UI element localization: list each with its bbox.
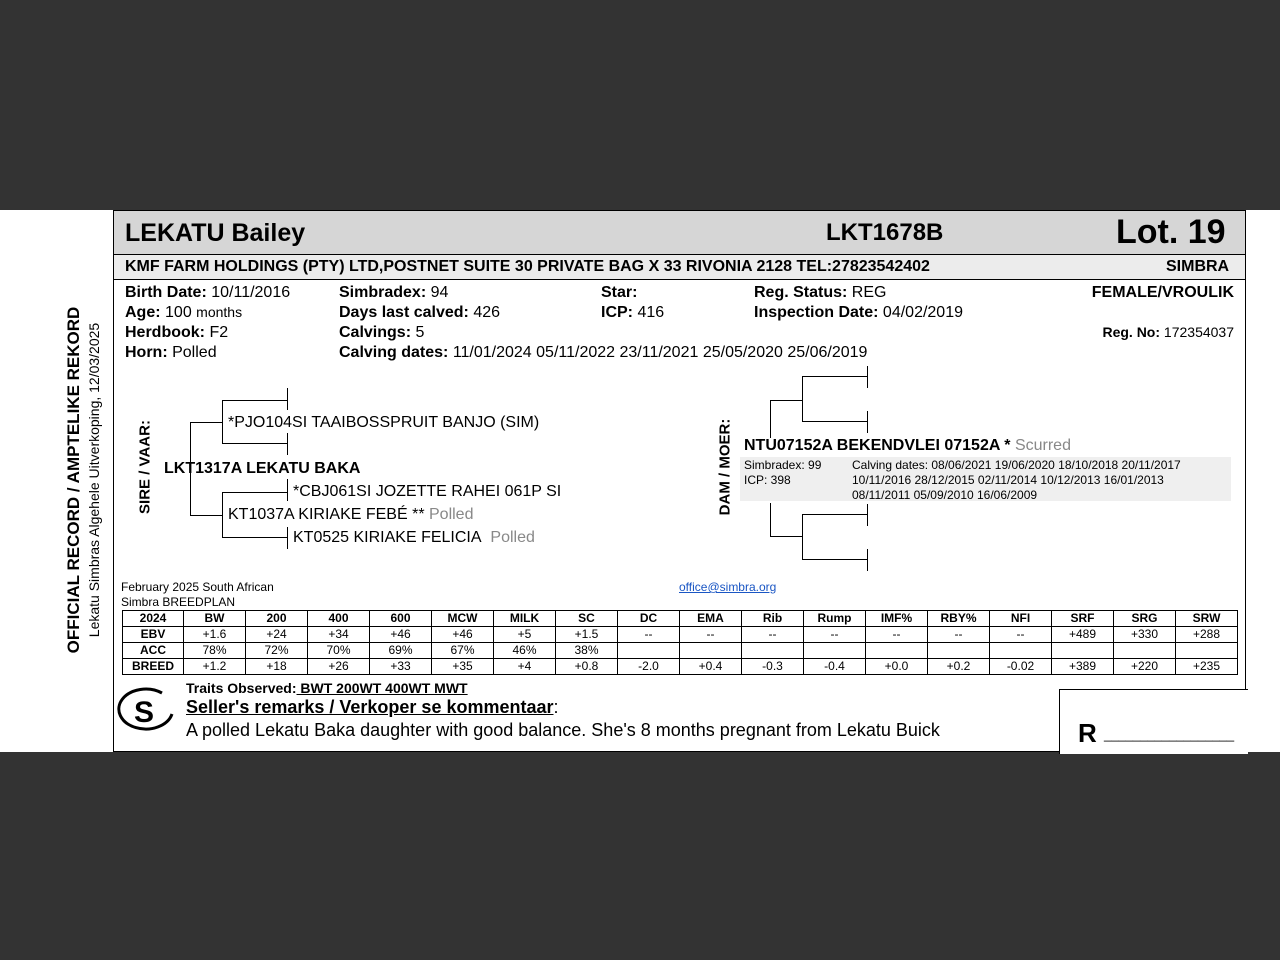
- ebv-header-cell: DC: [618, 611, 680, 627]
- ebv-cell: +26: [308, 659, 370, 675]
- ebv-cell: [1176, 643, 1238, 659]
- ebv-cell: --: [742, 627, 804, 643]
- ebv-cell: [1114, 643, 1176, 659]
- ebv-cell: +34: [308, 627, 370, 643]
- dam-label: DAM / MOER:: [716, 418, 734, 516]
- ebv-header-cell: IMF%: [866, 611, 928, 627]
- ebv-cell: 38%: [556, 643, 618, 659]
- ebv-cell: +235: [1176, 659, 1238, 675]
- sire-dam: KT1037A KIRIAKE FEBÉ ** Polled: [228, 506, 474, 523]
- ebv-cell: +18: [246, 659, 308, 675]
- lot-number: Lot. 19: [1116, 213, 1226, 251]
- horn: Horn: Polled: [125, 344, 217, 361]
- ebv-cell: +4: [494, 659, 556, 675]
- ebv-row-label: EBV: [123, 627, 184, 643]
- simbra-logo: [114, 684, 178, 736]
- ebv-cell: [928, 643, 990, 659]
- ebv-header-row: [123, 611, 1238, 627]
- ebv-header-cell: SRG: [1114, 611, 1176, 627]
- breed-label: SIMBRA: [1166, 258, 1230, 275]
- age: Age: 100 months: [125, 304, 243, 321]
- ebv-cell: --: [680, 627, 742, 643]
- ebv-cell: +5: [494, 627, 556, 643]
- ebv-cell: +1.2: [184, 659, 246, 675]
- calvings: Calvings: 5: [339, 324, 425, 341]
- ebv-cell: 67%: [432, 643, 494, 659]
- ebv-cell: 46%: [494, 643, 556, 659]
- ebv-row-ebv: [123, 627, 1238, 643]
- ebv-cell: [680, 643, 742, 659]
- ebv-header-cell: 400: [308, 611, 370, 627]
- ebv-cell: +0.8: [556, 659, 618, 675]
- ebv-row-breed: [123, 659, 1238, 675]
- simbradex: Simbradex: 94: [339, 284, 449, 301]
- ebv-header-cell: NFI: [990, 611, 1052, 627]
- icp: ICP: 416: [601, 304, 665, 321]
- ebv-cell: --: [928, 627, 990, 643]
- ebv-cell: [866, 643, 928, 659]
- ebv-header-cell: 600: [370, 611, 432, 627]
- ebv-cell: --: [618, 627, 680, 643]
- simbra-logo-letter: S: [133, 696, 155, 729]
- ebv-header-cell: Rib: [742, 611, 804, 627]
- dam-info-box: [740, 457, 1231, 501]
- official-record-label: OFFICIAL RECORD / AMPTELIKE REKORD: [64, 306, 83, 654]
- remarks-text: A polled Lekatu Baka daughter with good balance. She's 8 months pregnant from Lekatu Buick: [186, 720, 940, 740]
- reg-status: Reg. Status: REG: [754, 284, 887, 301]
- dam-calving-dates-3: 08/11/2011 05/09/2010 16/06/2009: [852, 488, 1038, 502]
- ebv-cell: --: [804, 627, 866, 643]
- ebv-cell: -0.3: [742, 659, 804, 675]
- dam-calving-dates-2: 10/11/2016 28/12/2015 02/11/2014 10/12/2013 16/01/2013: [852, 473, 1164, 487]
- sire-dam-sire: *CBJ061SI JOZETTE RAHEI 061P SI: [293, 483, 562, 500]
- ebv-cell: 70%: [308, 643, 370, 659]
- ebv-cell: --: [990, 627, 1052, 643]
- ebv-header-cell: MILK: [494, 611, 556, 627]
- ebv-cell: [1052, 643, 1114, 659]
- ebv-header-cell: SC: [556, 611, 618, 627]
- auction-label: Lekatu Simbras Algehele Uitverkoping, 12/03/2025: [86, 322, 102, 638]
- ebv-row-acc: [123, 643, 1238, 659]
- ebv-cell: +0.2: [928, 659, 990, 675]
- ebv-header-cell: BW: [184, 611, 246, 627]
- ebv-cell: [742, 643, 804, 659]
- ebv-header-cell: 2024: [123, 611, 184, 627]
- traits-observed: Traits Observed: BWT 200WT 400WT MWT: [186, 680, 468, 696]
- birth-date: Birth Date: 10/11/2016: [125, 284, 291, 301]
- ebv-cell: +46: [432, 627, 494, 643]
- ebv-cell: 72%: [246, 643, 308, 659]
- ebv-cell: --: [866, 627, 928, 643]
- price-box: [1059, 689, 1248, 754]
- animal-id: LKT1678B: [826, 219, 944, 246]
- sire-dam-dam: KT0525 KIRIAKE FELICIA Polled: [293, 529, 535, 546]
- ebv-header-cell: EMA: [680, 611, 742, 627]
- ebv-cell: -0.02: [990, 659, 1052, 675]
- remarks-title: Seller's remarks / Verkoper se kommentaar:: [186, 697, 559, 717]
- ebv-cell: +330: [1114, 627, 1176, 643]
- ebv-cell: 69%: [370, 643, 432, 659]
- ebv-header-cell: SRF: [1052, 611, 1114, 627]
- sire-sire: *PJO104SI TAAIBOSSPRUIT BANJO (SIM): [228, 414, 540, 431]
- title-bar: [114, 211, 1245, 255]
- price-line[interactable]: __________________: [1104, 727, 1235, 742]
- ebv-cell: 78%: [184, 643, 246, 659]
- animal-name: LEKATU Bailey: [125, 219, 306, 247]
- breedplan-source-2: Simbra BREEDPLAN: [121, 595, 236, 609]
- dam-simbradex: Simbradex: 99: [744, 458, 822, 472]
- ebv-cell: -0.4: [804, 659, 866, 675]
- dam-calving-dates-1: Calving dates: 08/06/2021 19/06/2020 18/10/2018 20/11/2017: [852, 458, 1181, 472]
- ebv-cell: +0.4: [680, 659, 742, 675]
- email-link[interactable]: office@simbra.org: [679, 580, 777, 594]
- ebv-cell: +389: [1052, 659, 1114, 675]
- herdbook: Herdbook: F2: [125, 324, 229, 341]
- ebv-cell: +0.0: [866, 659, 928, 675]
- ebv-header-cell: Rump: [804, 611, 866, 627]
- inspection-date: Inspection Date: 04/02/2019: [754, 304, 963, 321]
- ebv-header-cell: MCW: [432, 611, 494, 627]
- dam-name: NTU07152A BEKENDVLEI 07152A * Scurred: [744, 437, 1071, 454]
- ebv-cell: [804, 643, 866, 659]
- owner-info: KMF FARM HOLDINGS (PTY) LTD,POSTNET SUITE 30 PRIVATE BAG X 33 RIVONIA 2128 TEL:27823542402: [125, 258, 930, 275]
- price-prefix: R: [1078, 718, 1097, 748]
- ebv-cell: +46: [370, 627, 432, 643]
- ebv-row-label: BREED: [123, 659, 184, 675]
- owner-bar: [114, 255, 1245, 280]
- dam-icp: ICP: 398: [744, 473, 791, 487]
- sire-name: LKT1317A LEKATU BAKA: [164, 460, 361, 477]
- ebv-cell: +220: [1114, 659, 1176, 675]
- calving-dates: Calving dates: 11/01/2024 05/11/2022 23/11/2021 25/05/2020 25/06/2019: [339, 344, 868, 361]
- ebv-cell: +24: [246, 627, 308, 643]
- ebv-header-cell: SRW: [1176, 611, 1238, 627]
- ebv-cell: +288: [1176, 627, 1238, 643]
- star: Star:: [601, 284, 638, 301]
- days-last-calved: Days last calved: 426: [339, 304, 501, 321]
- breedplan-source-1: February 2025 South African: [121, 580, 274, 594]
- ebv-cell: -2.0: [618, 659, 680, 675]
- sire-label: SIRE / VAAR:: [136, 420, 154, 514]
- reg-no: Reg. No: 172354037: [1102, 324, 1234, 340]
- ebv-row-label: ACC: [123, 643, 184, 659]
- ebv-header-cell: 200: [246, 611, 308, 627]
- ebv-cell: [618, 643, 680, 659]
- sex-label: FEMALE/VROULIK: [1091, 284, 1234, 301]
- ebv-cell: +1.5: [556, 627, 618, 643]
- dam-bracket: [770, 400, 771, 438]
- ebv-table: [122, 610, 1238, 675]
- ebv-cell: +33: [370, 659, 432, 675]
- ebv-cell: +1.6: [184, 627, 246, 643]
- ebv-cell: +35: [432, 659, 494, 675]
- ebv-cell: [990, 643, 1052, 659]
- ebv-cell: +489: [1052, 627, 1114, 643]
- lot-card: [113, 210, 1246, 752]
- ebv-header-cell: RBY%: [928, 611, 990, 627]
